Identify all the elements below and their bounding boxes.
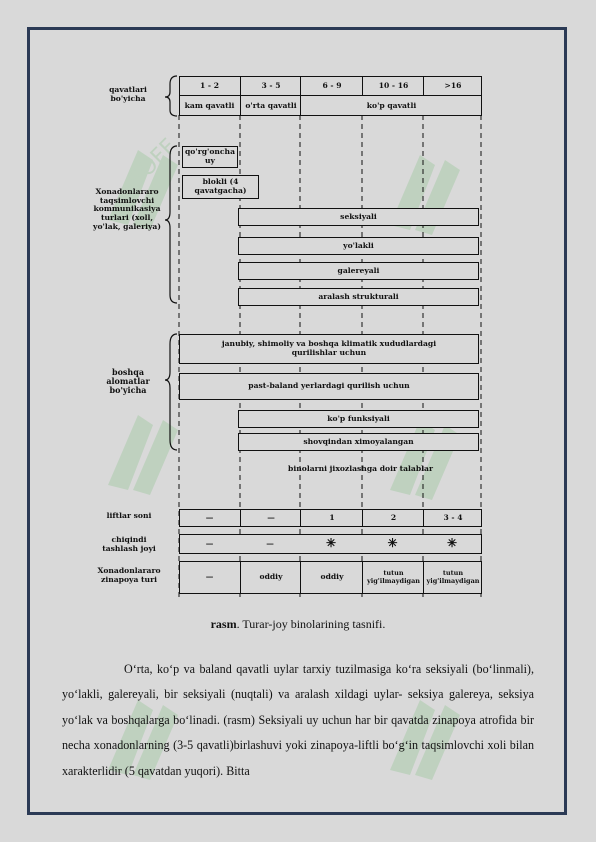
chute-cell: ✳ bbox=[387, 536, 398, 551]
stair-cell: oddiy bbox=[240, 561, 301, 594]
floors-label: qavatlari bo'yicha bbox=[109, 85, 147, 103]
chute-cell: ✳ bbox=[446, 536, 458, 551]
floor-cell: >16 bbox=[423, 76, 482, 96]
other-label: boshqa alomatlar bo'yicha bbox=[106, 367, 150, 396]
lifts-cell: 2 bbox=[362, 509, 424, 527]
lifts-cell: 1 bbox=[300, 509, 363, 527]
other-equip-text: binolarni jixozlashga doir talablar bbox=[288, 463, 433, 473]
lifts-cell: — bbox=[240, 509, 301, 527]
stair-cell: tutun yig'ilmaydigan bbox=[362, 561, 424, 594]
lifts-cell: — bbox=[205, 512, 214, 522]
comm-yolakli-box: yo'lakli bbox=[238, 237, 479, 255]
chute-cell: — bbox=[205, 538, 214, 548]
floor-cell: 3 - 5 bbox=[240, 76, 301, 96]
comm-label: Xonadonlararo taqsimlovchi kommunikasiya turlari (xoll, yo'lak, galeriya) bbox=[93, 187, 161, 231]
stair-cell: — bbox=[205, 572, 214, 582]
height-class-cell: kam qavatli bbox=[184, 100, 235, 110]
stair-cell: oddiy bbox=[300, 561, 363, 594]
height-class-cell: ko'p qavatli bbox=[300, 96, 482, 116]
chute-cell: — bbox=[266, 538, 274, 548]
comm-seksiyali-box: seksiyali bbox=[238, 208, 479, 226]
floor-cell: 1 - 2 bbox=[199, 80, 219, 90]
comm-small1-box: qo'rg'oncha uy bbox=[182, 146, 238, 168]
height-class-cell: o'rta qavatli bbox=[240, 96, 301, 116]
comm-aralash-box: aralash strukturali bbox=[238, 288, 479, 306]
comm-small2-box: blokli (4 qavatgacha) bbox=[182, 175, 259, 199]
stair-label: Xonadonlararo zinapoya turi bbox=[97, 566, 161, 584]
svg-text:SOFF: SOFF bbox=[123, 134, 182, 192]
chute-cell: ✳ bbox=[325, 536, 337, 551]
other-noise-box: shovqindan ximoyalangan bbox=[238, 433, 479, 451]
stair-cell: tutun yig'ilmaydigan bbox=[423, 561, 482, 594]
floor-cell: 6 - 9 bbox=[300, 76, 363, 96]
caption-bold: rasm bbox=[210, 617, 237, 631]
lifts-cell: 3 - 4 bbox=[423, 509, 482, 527]
other-multi-box: ko'p funksiyali bbox=[238, 410, 479, 428]
other-climate-box: janubiy, shimoliy va boshqa klimatik xududlardagi qurilishlar uchun bbox=[179, 334, 479, 364]
comm-galereyali-box: galereyali bbox=[238, 262, 479, 280]
body-paragraph: O‘rta, ko‘p va baland qavatli uylar tarxiy tuzilmasiga ko‘ra seksiyali (bo‘linmali), yo‘lakli, galereyali, bir seksiyali (nuqtali) va aralash xildagi uylar- seksiya galereya, seksiya yo‘lak va boshqalarga bo‘linadi. (rasm) Seksiyali uy uchun har bir qavatda zinapoya atrofida bir necha xonadonlarning (3-5 qavatli)birlashuvi yoki zinapoya-liftli bo‘g‘in taqsimlovchi xoli bilan xarakterlidir (5 qavatdan yuqori). Bitta bbox=[62, 662, 534, 778]
other-relief-box: past-baland yerlardagi qurilish uchun bbox=[179, 373, 479, 400]
caption-text: . Turar-joy binolarining tasnifi. bbox=[236, 617, 386, 631]
figure-caption bbox=[0, 617, 596, 632]
lifts-label: liftlar soni bbox=[106, 511, 152, 520]
floor-cell: 10 - 16 bbox=[362, 76, 424, 96]
chute-label: chiqindi tashlash joyi bbox=[102, 535, 156, 553]
